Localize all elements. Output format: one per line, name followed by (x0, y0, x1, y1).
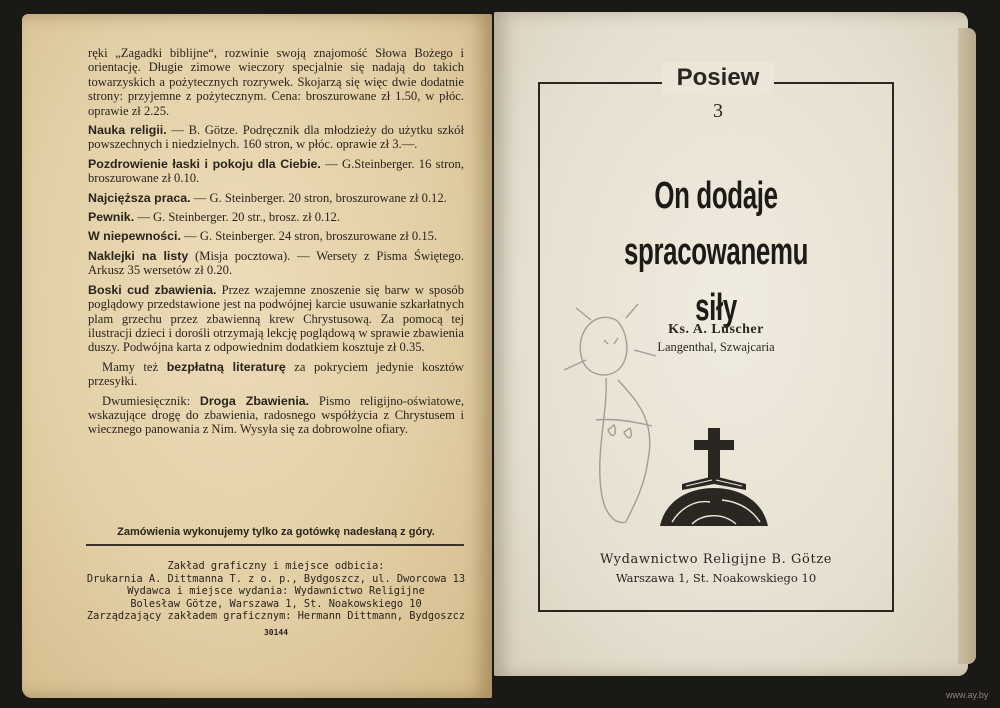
entry-text: — G. Steinberger. 24 stron, broszurowane zł 0.15. (180, 229, 438, 244)
entry-text: Pismo religijno-oświatowe, wskazujące drogę do zbawienia, radosnego współżycia z Chrystusem i wiecznego panowania z Nim. Wysyła się za dobrowolne ofiary. (88, 393, 465, 437)
order-note: Zamówienia wykonujemy tylko za gotówkę nadesłaną z góry. (117, 526, 435, 538)
entry-title: Naklejki na listy (88, 248, 189, 263)
catalog-entry (88, 210, 464, 224)
title-line: spracowanemu siły (623, 231, 809, 329)
entry-text: — G. Steinberger. 20 str., brosz. zł 0.12. (134, 210, 340, 225)
catalog-entry (88, 229, 464, 243)
entry-title: Pozdrowienie łaski i pokoju dla Ciebie. (88, 156, 321, 171)
entry-title: Droga Zbawienia. (199, 393, 310, 408)
author-place: Langenthal, Szwajcaria (657, 340, 775, 354)
imprint-line: Drukarnia A. Dittmanna T. z o. p., Bydgoszcz, ul. Dworcowa 13 (86, 572, 466, 585)
entry-title: Najcięższa praca. (88, 190, 191, 205)
catalog-entry (88, 123, 464, 152)
catalog-entry (88, 283, 464, 355)
printer-imprint (86, 560, 466, 640)
title-line: On dodaje (654, 175, 778, 217)
watermark: www.ay.by (946, 690, 989, 700)
imprint-line: Zakład graficzny i miejsce odbicia: (167, 560, 385, 572)
entry-title: bezpłatną literaturę (166, 359, 286, 374)
catalog-entry (88, 157, 464, 186)
catalog-entry (88, 191, 464, 205)
entry-text: — G. Steinberger. 20 stron, broszurowane zł 0.12. (190, 190, 447, 205)
entry-text: — B. Götze. Podręcznik dla młodzieży do użytku szkół powszechnych i niedzielnych. 160 stron, w płóc. oprawie zł 3.—. (88, 123, 464, 152)
imprint-line: Wydawca i miejsce wydania: Wydawnictwo Religijne (127, 585, 425, 598)
catalog-entry (88, 394, 464, 437)
catalog-entry (88, 360, 464, 389)
book-edge (958, 28, 976, 664)
book-title (610, 168, 822, 336)
entry-title: W niepewności. (88, 229, 181, 244)
publisher-name: Wydawnictwo Religijne B. Götze (599, 552, 833, 567)
series-title: Posiew (662, 62, 774, 94)
imprint-line: Zarządzający zakładem graficznym: Hermann Dittmann, Bydgoszcz (86, 610, 466, 623)
publisher-address: Warszawa 1, St. Noakowskiego 10 (615, 571, 817, 585)
catalog-entry (88, 249, 464, 278)
cross-bible-globe-icon (652, 426, 776, 530)
imprint-line: Bolesław Götze, Warszawa 1, St. Noakowskiego 10 (130, 597, 422, 610)
catalog-entry (88, 46, 464, 118)
entry-text: ręki „Zagadki biblijne“, rozwinie swoją znajomość Słowa Bożego i orientację. Długie zimowe wieczory specjalnie się nadają do takich towarzyskich a pożytecznych rozrywek. Skojarzą się więc dwie dodatnie strony: przyjemne z pożytecznym. Cena: broszurowane zł 1.50, w płóc. oprawie zł 2.25. (88, 46, 464, 118)
entry-title: Nauka religii. (88, 123, 167, 138)
entry-text: Dwumiesięcznik: (102, 393, 200, 408)
entry-text: Przez wzajemne znoszenie się barw w sposób poglądowy przedstawione jest na podwójnej karcie usuwanie szkarłatnych plam grzechu przez zbawienną krew Chrystusową. Za pomocą tej ilustracji dzieci i dorośli otrzymają lekcję poglądową w sprawie zbawienia duszy. Podwójna karta z odpowiednim dodatkiem kosztuje zł 0.35. (88, 282, 464, 355)
divider-line (86, 544, 464, 546)
print-code: 30144 (263, 627, 289, 637)
entry-text: — G.Steinberger. 16 stron, broszurowane zł 0.10. (88, 156, 465, 186)
series-number: 3 (713, 100, 723, 122)
catalog-text (88, 46, 464, 442)
author-name: Ks. A. Lüscher (668, 322, 764, 337)
entry-text: za pokryciem jedynie kosztów przesyłki. (88, 359, 465, 389)
entry-text: Mamy też (102, 359, 167, 374)
entry-title: Boski cud zbawienia. (88, 282, 217, 297)
entry-text: (Misja pocztowa). — Wersety z Pisma Świętego. Arkusz 35 wersetów zł 0.20. (88, 248, 464, 278)
entry-title: Pewnik. (88, 210, 135, 225)
